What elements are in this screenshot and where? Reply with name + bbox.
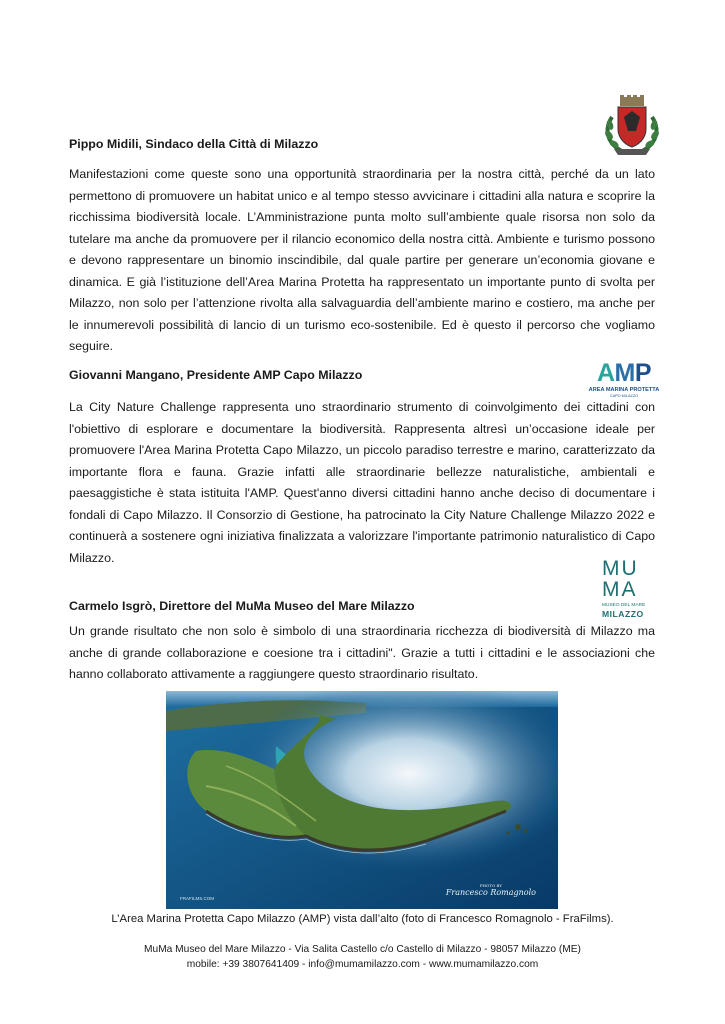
muma-logo-city: MILAZZO bbox=[602, 609, 644, 619]
section-text-mayor: Manifestazioni come queste sono una opportunità straordinaria per la nostra città, perché da un lato permettono di promuovere un habitat unico e al tempo stesso avvicinare i cittadini alla natura e scoprire la ricchissima biodiversità locale. L’Amministrazione punta molto sull’ambiente quale risorsa non solo da tutelare ma anche da promuovere per il rilancio economico della nostra città. Ambiente e turismo possono e devono rappresentare un binomio inscindibile, dal quale partire per generare un’economia giovane e dinamica. E già l’istituzione dell’Area Marina Protetta ha rappresentato un importante punto di svolta per Milazzo, non solo per l’attenzione rivolta alla salvaguardia dell’ambiente marino e costiero, ma anche per le innumerevoli possibilità di lancio di un turismo eco-sostenibile. Ed è questo il percorso che vogliamo seguire. bbox=[69, 167, 655, 353]
amp-logo-letters bbox=[588, 360, 660, 386]
milazzo-crest-logo bbox=[602, 95, 662, 159]
amp-logo-location: CAPO MILAZZO bbox=[609, 394, 639, 398]
section-heading-amp-president: Giovanni Mangano, Presidente AMP Capo Milazzo bbox=[69, 368, 363, 382]
muma-logo-top: MU bbox=[602, 557, 639, 580]
muma-logo-bottom: MA bbox=[602, 578, 638, 601]
photo-signature-name: Francesco Romagnolo bbox=[445, 888, 536, 897]
section-heading-muma-director: Carmelo Isgrò, Direttore del MuMa Museo del Mare Milazzo bbox=[69, 599, 415, 613]
amp-logo bbox=[588, 360, 660, 402]
aerial-photo-capo-milazzo bbox=[166, 691, 558, 909]
crest-emblem-icon bbox=[602, 95, 662, 159]
amp-logo-subtitle: AREA MARINA PROTETTA bbox=[588, 387, 660, 393]
photo-caption: L’Area Marina Protetta Capo Milazzo (AMP) vista dall’alto (foto di Francesco Romagnolo - FraFilms). bbox=[111, 913, 614, 925]
amp-letter-a: A bbox=[596, 359, 615, 387]
section-text-amp-president: La City Nature Challenge rappresenta uno straordinario strumento di coinvolgimento dei cittadini con l'obiettivo di esplorare e documentare la biodiversità. Rappresenta altresì un’occasione ideale per promuovere l'Area Marina Protetta Capo Milazzo, un piccolo paradiso terrestre e marino, caratterizzato da importante flora e fauna. Grazie infatti alle straordinarie bellezze naturalistiche, ambientali e paesaggistiche è stata istituita l'AMP. Quest'anno diversi cittadini hanno anche deciso di documentare i fondali di Capo Milazzo. Il Consorzio di Gestione, ha patrocinato la City Nature Challenge Milazzo 2022 e continuerà a sostenere ogni iniziativa finalizzata a valorizzare l'importante patrimonio naturalistico di Capo Milazzo. bbox=[69, 400, 655, 565]
photo-signature bbox=[446, 883, 536, 897]
footer-address: MuMa Museo del Mare Milazzo - Via Salita Castello c/o Castello di Milazzo - 98057 Milazzo (ME) bbox=[144, 944, 581, 955]
section-heading-mayor: Pippo Midili, Sindaco della Città di Milazzo bbox=[69, 137, 319, 151]
footer-contacts: mobile: +39 3807641409 - info@mumamilazzo.com - www.mumamilazzo.com bbox=[186, 959, 539, 970]
muma-logo-small: MUSEO DEL MARE bbox=[602, 603, 646, 608]
section-text-muma-director: Un grande risultato che non solo è simbolo di una straordinaria ricchezza di biodiversità di Milazzo ma anche di grande collaborazione e coesione tra i cittadini". Grazie a tutti i cittadini e le associazioni che hanno collaborato attivamente a raggiungere questo straordinario risultato. bbox=[69, 624, 655, 681]
amp-letter-m: M bbox=[614, 359, 635, 387]
muma-logo bbox=[600, 558, 656, 620]
photo-credit-website: FRAFILMS.COM bbox=[180, 896, 215, 901]
aerial-photo-illustration bbox=[166, 691, 558, 909]
photo-signature-small: PHOTO BY bbox=[479, 883, 503, 888]
amp-letter-p: P bbox=[634, 359, 652, 387]
